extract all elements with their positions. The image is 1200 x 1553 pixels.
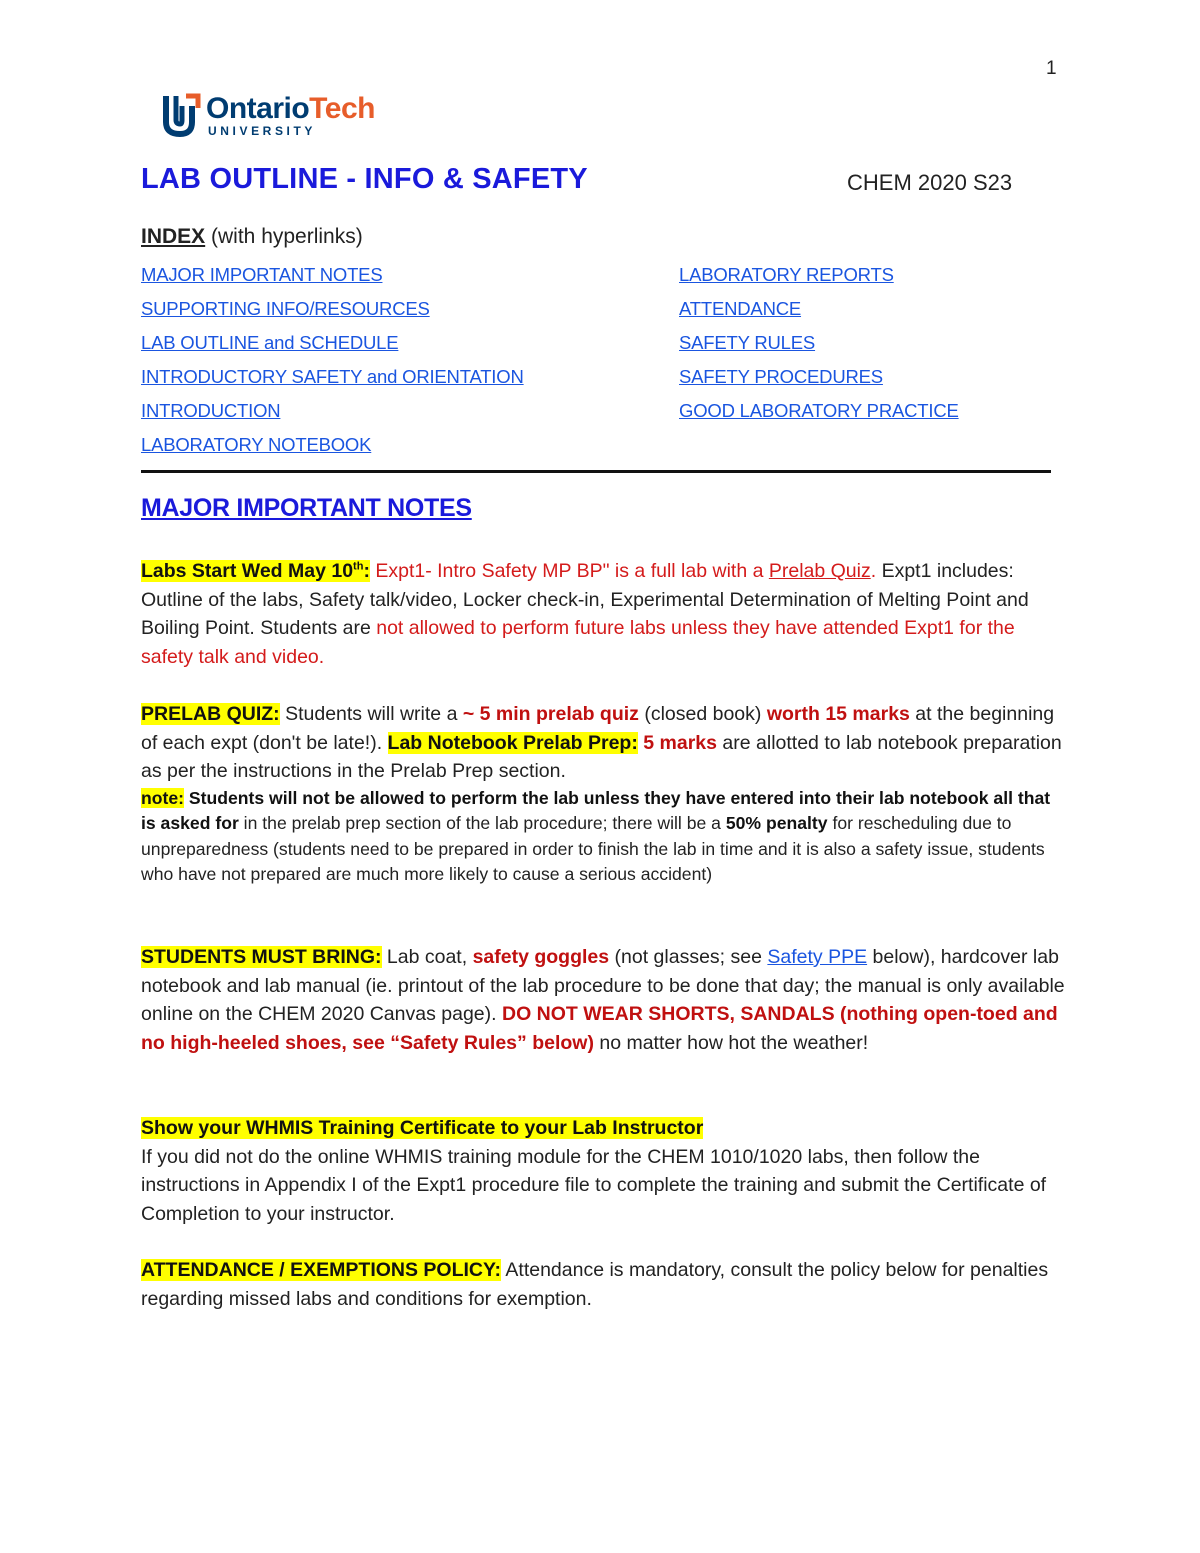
index-link-major-notes[interactable]: MAJOR IMPORTANT NOTES [141, 264, 383, 285]
attendance-paragraph: ATTENDANCE / EXEMPTIONS POLICY: Attendance is mandatory, consult the policy below for penalties regarding missed labs and conditions for exemption. [141, 1259, 1049, 1310]
prelab-quiz-paragraph: PRELAB QUIZ: Students will write a ~ 5 min prelab quiz (closed book) worth 15 marks at the beginning of each expt (don't be late!). Lab Notebook Prelab Prep: 5 marks are allotted to lab notebook preparation as per the instructions in the Prelab Prep section. [141, 703, 1062, 783]
must-bring-paragraph: STUDENTS MUST BRING: Lab coat, safety goggles (not glasses; see Safety PPE below), hardcover lab notebook and lab manual (ie. printout of the lab procedure to be done that day; the manual is only available online on the CHEM 2020 Canvas page). DO NOT WEAR SHORTS, SANDALS (nothing open-toed and no high-heeled shoes, see “Safety Rules” below) no matter how hot the weather! [141, 946, 1065, 1055]
index-link-lab-outline[interactable]: LAB OUTLINE and SCHEDULE [141, 332, 399, 353]
prelab-note-paragraph: note: Students will not be allowed to perform the lab unless they have entered into their lab notebook all that is asked for in the prelab prep section of the lab procedure; there will be a 50% penalty for rescheduling due to unpreparedness (students need to be prepared in order to finish the lab in time and it is also a safety issue, students who have not prepared are much more likely to cause a serious accident) [141, 788, 1051, 884]
labs-start-highlight: Labs Start Wed May 10th: [141, 560, 370, 582]
index-link-introduction[interactable]: INTRODUCTION [141, 400, 281, 421]
index-link-safety-procedures[interactable]: SAFETY PROCEDURES [679, 366, 883, 387]
logo-subtitle: UNIVERSITY [208, 124, 317, 138]
index-link-safety-rules[interactable]: SAFETY RULES [679, 332, 816, 353]
index-link-attendance[interactable]: ATTENDANCE [679, 298, 802, 319]
index-link-lab-notebook[interactable]: LABORATORY NOTEBOOK [141, 434, 372, 455]
course-code: CHEM 2020 S23 [847, 170, 1013, 195]
page-number: 1 [1046, 58, 1057, 79]
index-link-lab-reports[interactable]: LABORATORY REPORTS [679, 264, 894, 285]
logo-wordmark: OntarioTech [206, 92, 375, 125]
index-heading: INDEX (with hyperlinks) [141, 225, 363, 248]
safety-ppe-link[interactable]: Safety PPE [767, 946, 868, 968]
section-heading: MAJOR IMPORTANT NOTES [141, 494, 472, 522]
section-divider [141, 470, 1051, 473]
index-link-intro-safety[interactable]: INTRODUCTORY SAFETY and ORIENTATION [141, 366, 524, 387]
prelab-quiz-link[interactable]: Prelab Quiz [768, 560, 871, 582]
labs-start-paragraph: Labs Start Wed May 10th: Expt1- Intro Safety MP BP" is a full lab with a Prelab Quiz. Expt1 includes: Outline of the labs, Safety talk/video, Locker check-in, Experimental Determination of Melting Point and Boiling Point. Students are not allowed to perform future labs unless they have attended Expt1 for the safety talk and video. [141, 560, 1029, 669]
logo-mark-icon [162, 92, 202, 138]
index-links-left [141, 264, 524, 468]
index-links-right [679, 264, 959, 434]
whmis-paragraph: Show your WHMIS Training Certificate to your Lab Instructor If you did not do the online WHMIS training module for the CHEM 1010/1020 labs, then follow the instructions in Appendix I of the Expt1 procedure file to complete the training and submit the Certificate of Completion to your instructor. [141, 1117, 1047, 1226]
university-logo [162, 92, 392, 140]
index-link-good-lab-practice[interactable]: GOOD LABORATORY PRACTICE [679, 400, 959, 421]
index-link-supporting-info[interactable]: SUPPORTING INFO/RESOURCES [141, 298, 430, 319]
document-title: LAB OUTLINE - INFO & SAFETY [141, 163, 588, 195]
